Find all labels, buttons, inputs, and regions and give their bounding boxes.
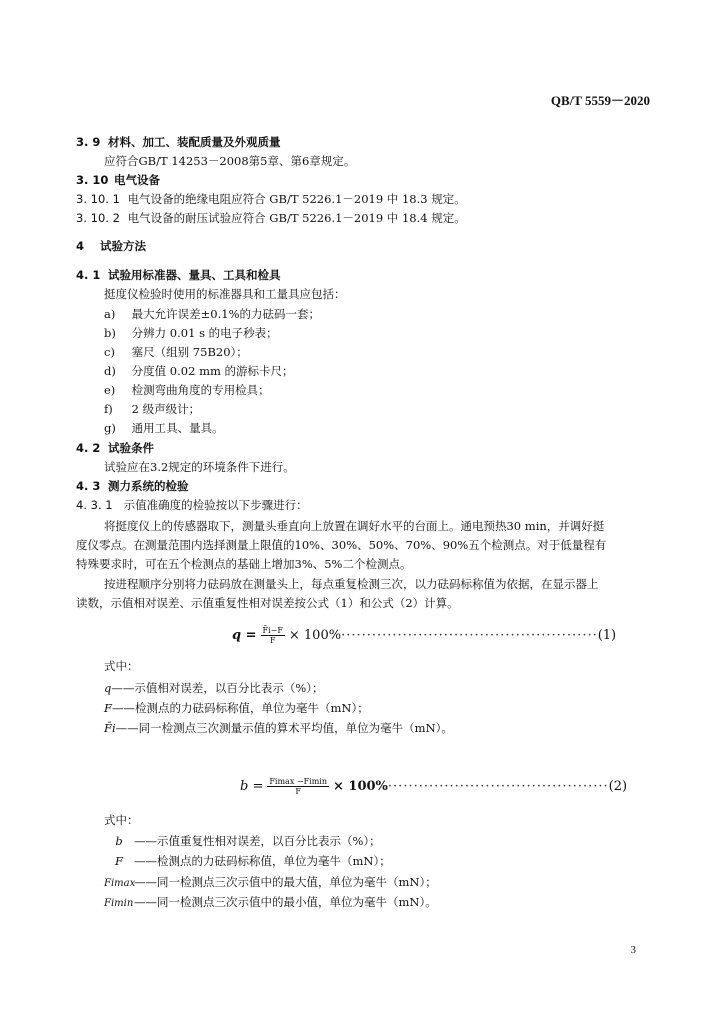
section-3-10-heading xyxy=(76,172,656,188)
section-number: 3. 10 xyxy=(76,173,109,187)
formula-numerator: F̄i−F xyxy=(262,626,283,635)
page-number: 3 xyxy=(630,944,636,956)
def-symbol: F xyxy=(115,854,123,868)
list-item xyxy=(104,344,684,360)
def-text: ——检测点的力砝码标称值，单位为毫牛（mN）； xyxy=(134,854,391,868)
list-item xyxy=(104,382,684,398)
formula-1-where: 式中： xyxy=(104,659,139,673)
section-4-1-intro: 挺度仪检验时使用的标准器具和工量具应包括： xyxy=(104,287,346,301)
list-item xyxy=(104,325,684,341)
section-number: 3. 10. 2 xyxy=(76,211,120,225)
section-number: 3. 9 xyxy=(76,135,101,149)
formula-lhs: q = xyxy=(232,628,257,643)
def-text: ——同一检测点三次测量示值的算术平均值，单位为毫牛（mN）。 xyxy=(115,721,453,735)
section-4-heading xyxy=(76,238,656,254)
def-text: ——同一检测点三次示值中的最小值，单位为毫牛（mN）。 xyxy=(134,895,437,909)
formula-2-where: 式中： xyxy=(104,813,139,827)
formula-leader-dots: ··········································· xyxy=(387,779,609,794)
item-letter: f) xyxy=(104,402,113,416)
formula-1-def xyxy=(104,720,684,736)
def-text: ——检测点的力砝码标称值，单位为毫牛（mN）； xyxy=(111,701,369,715)
section-3-9-text: 应符合GB/T 14253－2008第5章、第6章规定。 xyxy=(104,154,356,168)
formula-2-def xyxy=(104,853,684,869)
item-text: 分辨力 0.01 s 的电子秒表； xyxy=(131,326,278,340)
section-number: 4. 1 xyxy=(76,268,101,282)
item-text: 分度值 0.02 mm 的游标卡尺； xyxy=(131,364,294,378)
formula-2-def xyxy=(104,894,684,912)
def-symbol: Fimax xyxy=(104,878,136,889)
section-4-2-heading xyxy=(76,440,656,456)
paragraph-line: 读数，示值相对误差、示值重复性相对误差按公式（1）和公式（2）计算。 xyxy=(76,596,459,610)
formula-fraction xyxy=(267,777,329,796)
section-text: 电气设备的耐压试验应符合 GB/T 5226.1－2019 中 18.4 规定。 xyxy=(127,211,466,225)
formula-1-def xyxy=(104,700,684,716)
def-symbol: F̄i xyxy=(104,721,116,735)
def-symbol: b xyxy=(115,834,123,848)
paragraph-line: 特殊要求时，可在五个检测点的基础上增加3%、5%二个检测点。 xyxy=(76,557,412,571)
section-3-10-1 xyxy=(76,191,656,207)
paragraph-line: 将挺度仪上的传感器取下，测量头垂直向上放置在调好水平的台面上。通电预热30 min，并调好挺 xyxy=(104,519,605,533)
def-text: ——同一检测点三次示值中的最大值，单位为毫牛（mN）； xyxy=(134,875,437,889)
section-number: 4. 3 xyxy=(76,479,101,493)
def-symbol: Fimin xyxy=(104,898,134,909)
item-letter: c) xyxy=(104,345,115,359)
def-symbol: q xyxy=(104,681,112,695)
section-number: 4. 3. 1 xyxy=(76,498,113,512)
item-letter: g) xyxy=(104,421,116,435)
section-text: 电气设备的绝缘电阻应符合 GB/T 5226.1－2019 中 18.3 规定。 xyxy=(127,192,466,206)
section-number: 3. 10. 1 xyxy=(76,192,120,206)
def-symbol: F xyxy=(104,701,112,715)
section-4-1-heading xyxy=(76,267,656,283)
formula-numerator: Fimax −Fimin xyxy=(269,777,327,786)
list-item xyxy=(104,363,684,379)
section-number: 4 xyxy=(76,239,85,253)
section-4-3-1 xyxy=(76,497,656,513)
section-title: 试验条件 xyxy=(108,441,155,455)
section-text: 示值准确度的检验按以下步骤进行： xyxy=(123,498,308,512)
formula-2 xyxy=(240,777,627,796)
formula-denominator: F xyxy=(269,636,276,645)
standard-code: QB/T 5559－2020 xyxy=(550,93,650,108)
def-text: ——示值相对误差，以百分比表示（%）； xyxy=(111,681,324,695)
formula-2-def xyxy=(104,874,684,892)
item-text: 2 级声级计； xyxy=(131,402,201,416)
item-text: 最大允许误差±0.1%的力砝码一套； xyxy=(131,307,321,321)
section-title: 材料、加工、装配质量及外观质量 xyxy=(108,135,281,149)
section-3-10-2 xyxy=(76,210,656,226)
item-letter: e) xyxy=(104,383,116,397)
formula-1-def xyxy=(104,680,684,696)
section-4-2-text: 试验应在3.2规定的环境条件下进行。 xyxy=(104,460,295,474)
formula-rhs: × 100% xyxy=(333,779,388,794)
item-letter: a) xyxy=(104,307,116,321)
section-number: 4. 2 xyxy=(76,441,101,455)
list-item xyxy=(104,420,684,436)
formula-lhs: b = xyxy=(240,779,264,794)
formula-label: (2) xyxy=(608,779,628,794)
paragraph-line: 度仪零点。在测量范围内选择测量上限值的10%、30%、50%、70%、90%五个检测点。对于低量程有 xyxy=(76,538,607,552)
section-title: 试验用标准器、量具、工具和检具 xyxy=(108,268,281,282)
formula-leader-dots: ·················································· xyxy=(341,628,598,643)
formula-label: (1) xyxy=(597,628,617,643)
item-letter: d) xyxy=(104,364,116,378)
section-title: 试验方法 xyxy=(100,239,147,253)
item-text: 通用工具、量具。 xyxy=(131,421,224,435)
item-text: 塞尺（组别 75B20）； xyxy=(131,345,248,359)
formula-1 xyxy=(232,626,616,645)
section-4-3-heading xyxy=(76,478,656,494)
section-3-9-heading xyxy=(76,134,656,150)
formula-2-def xyxy=(104,833,684,849)
list-item xyxy=(104,401,684,417)
item-letter: b) xyxy=(104,326,116,340)
def-text: ——示值重复性相对误差，以百分比表示（%）； xyxy=(134,834,381,848)
item-text: 检测弯曲角度的专用检具； xyxy=(131,383,270,397)
list-item xyxy=(104,306,684,322)
paragraph-line: 按进程顺序分别将力砝码放在测量头上，每点重复检测三次，以力砝码标称值为依据，在显示器上 xyxy=(104,577,599,591)
formula-rhs: × 100% xyxy=(288,628,342,643)
formula-fraction xyxy=(261,626,285,645)
section-title: 电气设备 xyxy=(114,173,161,187)
formula-denominator: F xyxy=(295,787,301,796)
section-title: 测力系统的检验 xyxy=(108,479,189,493)
